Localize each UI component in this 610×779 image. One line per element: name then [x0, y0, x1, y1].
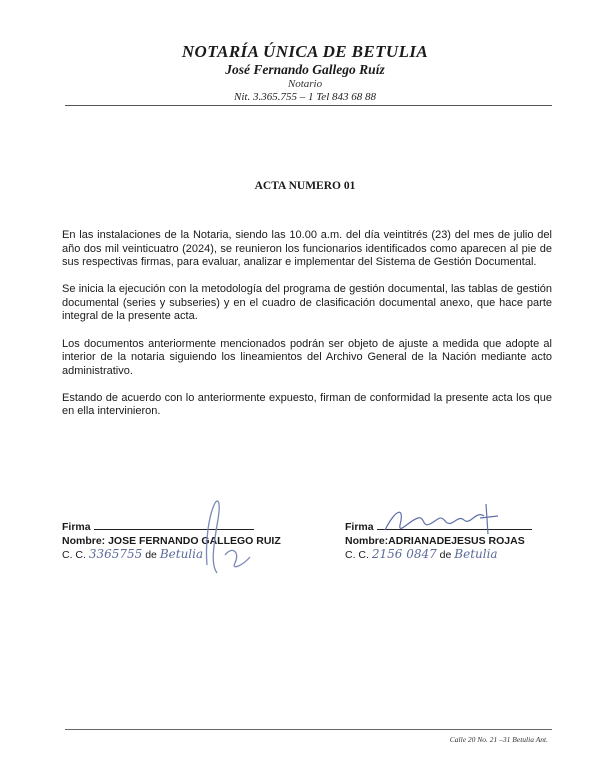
- de-label: de: [145, 549, 157, 561]
- signer-name: Nombre:ADRIANADEJESUS ROJAS: [345, 534, 525, 547]
- notary-title: NOTARÍA ÚNICA DE BETULIA: [181, 42, 429, 61]
- acta-title: ACTA NUMERO 01: [254, 180, 356, 192]
- paragraph-2: Se inicia la ejecución con la metodología del programa de gestión documental, las tablas de gestión documental (series y subseries) y en el cuadro de clasificación documental anexo, que hace parte integral de la presente acta.: [62, 283, 552, 323]
- signer-name: Nombre: JOSE FERNANDO GALLEGO RUIZ: [62, 534, 281, 547]
- paragraph-4: Estando de acuerdo con lo anteriormente expuesto, firman de conformidad la presente acta los que en ella intervinieron.: [62, 391, 552, 418]
- firma-label: Firma: [345, 521, 374, 533]
- signature-block-left: [62, 519, 322, 563]
- cc-label: C. C.: [62, 549, 86, 561]
- letterhead: [0, 42, 610, 104]
- paragraph-1: En las instalaciones de la Notaria, siendo las 10.00 a.m. del día veintitrés (23) del mes de julio del año dos mil veinticuatro (2024), se reunieron los funcionarios identificados como aparecen al pie de sus respectivas firmas, para evaluar, analizar e implementar del Sistema de Gestión Documental.: [62, 229, 552, 269]
- notary-role: Notario: [287, 78, 323, 90]
- paragraph-3: Los documentos anteriormente mencionados podrán ser objeto de ajuste a medida que adopte al interior de la notaria siguiendo los lineamientos del Archivo General de la Nación mediante acto administrativo.: [62, 337, 552, 377]
- cc-label: C. C.: [345, 549, 369, 561]
- cc-place-handwritten: Betulia: [159, 547, 204, 561]
- cc-number-handwritten: 2156 0847: [371, 547, 437, 561]
- firma-label: Firma: [62, 521, 91, 533]
- acta-body: [62, 229, 552, 433]
- cc-number-handwritten: 3365755: [88, 547, 143, 561]
- footer-address: Calle 20 No. 21 –31 Betulia Ant.: [449, 735, 548, 744]
- signature-scribble-left: [195, 495, 265, 580]
- signature-scribble-right: [380, 500, 510, 540]
- footer-divider: [65, 729, 552, 730]
- cc-place-handwritten: Betulia: [454, 547, 498, 561]
- header-divider: [65, 105, 552, 106]
- de-label: de: [439, 549, 452, 561]
- notary-ids: Nit. 3.365.755 – 1 Tel 843 68 88: [234, 91, 376, 103]
- notary-name: José Fernando Gallego Ruíz: [225, 62, 385, 77]
